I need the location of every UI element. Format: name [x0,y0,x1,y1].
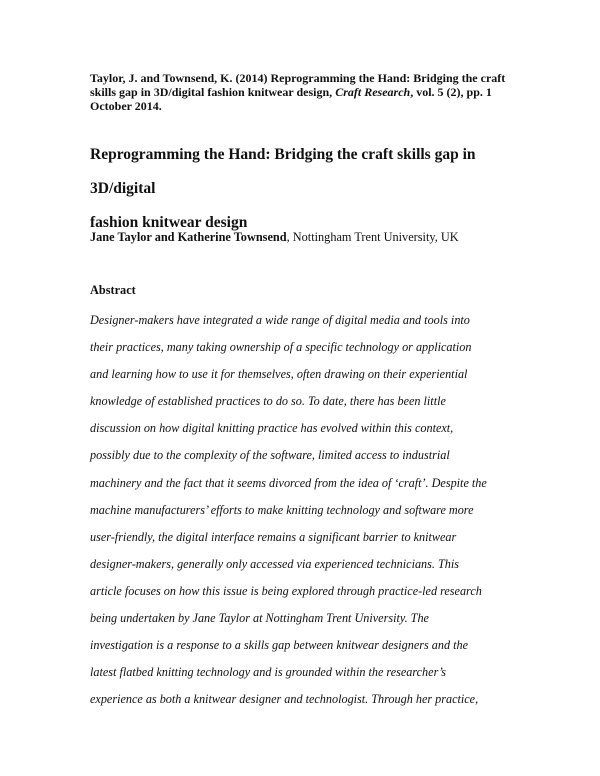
citation-text: Taylor, J. and Townsend, K. (2014) Reprogramming the Hand: Bridging the craft skills gap in 3D/digital fashion knitwear design, [90,71,506,99]
abstract-line: user-friendly, the digital interface remains a significant barrier to knitwear [90,529,457,544]
abstract-line: designer-makers, generally only accessed via experienced technicians. This [90,556,459,571]
author-affiliation: , Nottingham Trent University, UK [286,230,459,244]
abstract-line: experience as both a knitwear designer and technologist. Through her practice, [90,692,479,707]
abstract-line: discussion on how digital knitting practice has evolved within this context, [90,421,454,436]
abstract-line: latest flatbed knitting technology and is grounded within the researcher’s [90,665,446,680]
abstract-line: article focuses on how this issue is being explored through practice-led research [90,583,482,598]
author-line [90,230,530,244]
abstract-line: and learning how to use it for themselves, often drawing on their experiential [90,367,468,382]
abstract-heading: Abstract [90,283,136,297]
abstract-line: Designer-makers have integrated a wide range of digital media and tools into [90,313,470,327]
abstract-line: knowledge of established practices to do so. To date, there has been little [90,394,446,409]
abstract-line: investigation is a response to a skills gap between knitwear designers and the [90,638,468,653]
abstract-body [90,307,530,713]
abstract-line: machinery and the fact that it seems divorced from the idea of ‘craft’. Despite the [90,475,487,490]
paper-title-line-2: fashion knitwear design [90,214,248,231]
paper-title-line-1: Reprogramming the Hand: Bridging the craft skills gap in 3D/digital [90,146,476,197]
author-names: Jane Taylor and Katherine Townsend [90,230,287,244]
paper-title [90,138,530,240]
citation-volume: , vol. 5 (2), pp. 1 October 2014. [90,85,492,113]
citation [90,71,520,113]
abstract-line: machine manufacturers’ efforts to make knitting technology and software more [90,502,474,517]
abstract-line: possibly due to the complexity of the software, limited access to industrial [90,448,450,463]
abstract-line: being undertaken by Jane Taylor at Nottingham Trent University. The [90,611,429,626]
citation-journal: Craft Research [335,85,411,99]
abstract-line: their practices, many taking ownership of a specific technology or application [90,340,472,355]
